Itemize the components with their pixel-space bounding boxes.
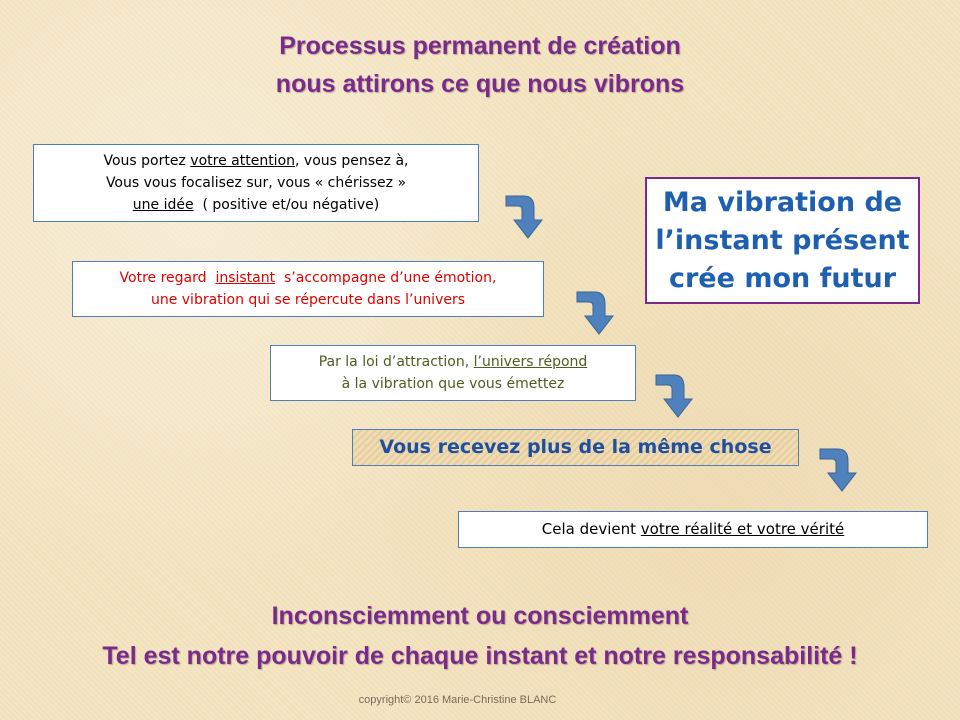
step-3-line-1: [271, 351, 635, 373]
title-line-2: nous attirons ce que nous vibrons: [275, 70, 685, 98]
step-1-line-1-pre: Vous portez: [103, 153, 191, 169]
step-5-pre: Cela devient: [541, 520, 641, 538]
step-3-line-2: à la vibration que vous émettez: [341, 376, 565, 392]
copyright-text: copyright© 2016 Marie-Christine BLANC: [358, 694, 557, 706]
highlight-box: [645, 177, 920, 304]
step-2-line-1-post: s’accompagne d’une émotion,: [275, 270, 497, 286]
step-1-line-1-post: , vous pensez à,: [295, 153, 409, 169]
bottom-line-1: Inconsciemment ou consciemment: [271, 602, 689, 630]
step-1-box: [33, 144, 479, 222]
highlight-line-2: l’instant présent: [655, 225, 910, 256]
step-2-box: [72, 261, 544, 317]
step-1-underlined-idea: une idée: [132, 197, 194, 213]
step-1-line-2: Vous vous focalisez sur, vous « chérissez »: [105, 175, 407, 191]
curved-arrow-icon-4: [818, 439, 858, 493]
highlight-line-1: Ma vibration de: [662, 187, 903, 218]
step-1-underlined-attention: votre attention: [190, 153, 296, 169]
step-2-line-1: [73, 267, 543, 289]
bottom-line-2: Tel est notre pouvoir de chaque instant et notre responsabilité !: [102, 642, 858, 670]
step-2-underlined-insistant: insistant: [215, 270, 276, 286]
title-line-1: Processus permanent de création: [279, 32, 681, 60]
step-4-text: Vous recevez plus de la même chose: [379, 436, 772, 458]
curved-arrow-icon-3: [654, 365, 694, 419]
step-2-line-1-pre: Votre regard: [119, 270, 216, 286]
step-1-line-3: [34, 194, 478, 216]
curved-arrow-icon-2: [575, 282, 615, 336]
step-3-line-1-pre: Par la loi d’attraction,: [318, 354, 474, 370]
step-1-line-1: [34, 150, 478, 172]
step-4-box: [352, 429, 799, 466]
highlight-line-3: crée mon futur: [668, 263, 897, 294]
step-5-underlined: votre réalité et votre vérité: [640, 520, 845, 538]
curved-arrow-icon-1: [504, 186, 544, 240]
step-3-underlined-univers: l’univers répond: [473, 354, 588, 370]
step-2-line-2: une vibration qui se répercute dans l’univers: [150, 292, 466, 308]
step-3-box: [270, 345, 636, 401]
step-1-line-3-post: ( positive et/ou négative): [193, 197, 380, 213]
step-5-box: [458, 511, 928, 548]
